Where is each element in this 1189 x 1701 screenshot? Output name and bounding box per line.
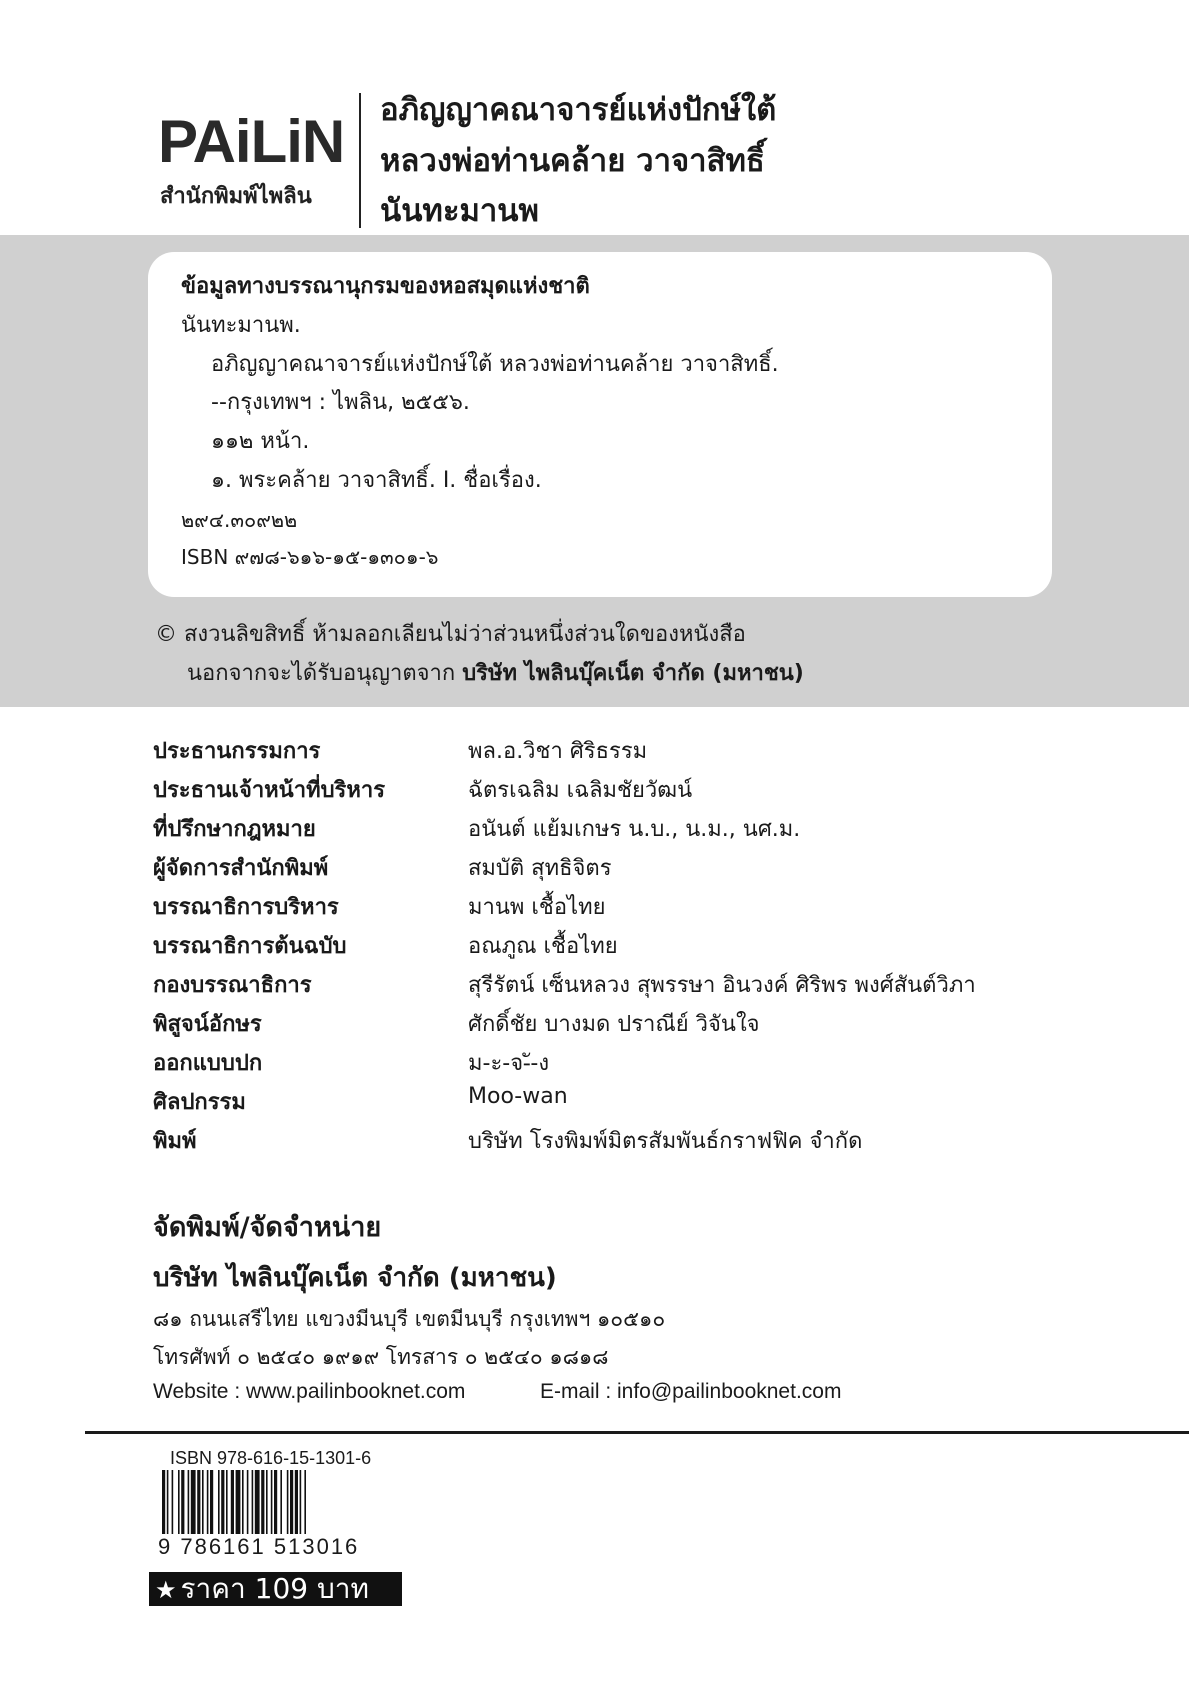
copyright-line-2 [187, 655, 804, 690]
barcode-bar [300, 1470, 302, 1536]
staff-role: ศิลปกรรม [153, 1090, 246, 1115]
barcode-bar [202, 1470, 204, 1536]
staff-row [153, 1006, 1113, 1042]
staff-name: อนันต์ แย้มเกษร น.บ., น.ม., นศ.ม. [468, 817, 801, 842]
price-label: ราคา 109 บาท [180, 1572, 369, 1605]
cip-heading: ข้อมูลทางบรรณานุกรมของหอสมุดแห่งชาติ [181, 274, 590, 299]
staff-row [153, 889, 1113, 925]
staff-role: พิมพ์ [153, 1129, 197, 1154]
barcode-isbn-label: ISBN 978-616-15-1301-6 [170, 1448, 372, 1468]
barcode-bar [207, 1470, 209, 1536]
price-tag [149, 1572, 402, 1606]
copyright-company: บริษัท ไพลินบุ๊คเน็ต จำกัด (มหาชน) [462, 661, 804, 686]
barcode-bar [247, 1470, 249, 1536]
header-divider [359, 93, 361, 228]
cip-subjects: ๑. พระคล้าย วาจาสิทธิ์. I. ชื่อเรื่อง. [211, 468, 542, 493]
staff-name: สุรีรัตน์ เซ็นหลวง สุพรรษา อินวงค์ ศิริพร พงศ์สันต์วิภา [468, 973, 976, 998]
staff-name: ฉัตรเฉลิม เฉลิมชัยวัฒน์ [468, 778, 693, 803]
barcode-bar [261, 1470, 264, 1536]
barcode-bar [266, 1470, 268, 1536]
divider-rule [85, 1431, 1189, 1434]
cip-title: อภิญญาคณาจารย์แห่งปักษ์ใต้ หลวงพ่อท่านคล้าย วาจาสิทธิ์. [211, 352, 779, 377]
staff-row [153, 1045, 1113, 1081]
staff-row [153, 1123, 1113, 1159]
barcode-bar [280, 1470, 282, 1536]
copyright-line-1: © สงวนลิขสิทธิ์ ห้ามลอกเลียนไม่ว่าส่วนหนึ่งส่วนใดของหนังสือ [155, 622, 746, 647]
staff-row [153, 772, 1113, 808]
staff-name: บริษัท โรงพิมพ์มิตรสัมพันธ์กราฟฟิค จำกัด [468, 1129, 863, 1154]
staff-name: มานพ เชื้อไทย [468, 895, 606, 920]
barcode-bar [231, 1470, 234, 1536]
barcode-bar [197, 1470, 200, 1536]
staff-role: บรรณาธิการบริหาร [153, 895, 339, 920]
staff-row [153, 811, 1113, 847]
staff-role: ผู้จัดการสำนักพิมพ์ [153, 856, 329, 881]
copyright-permission: นอกจากจะได้รับอนุญาตจาก [187, 661, 456, 686]
cip-imprint: --กรุงเทพฯ : ไพลิน, ๒๕๕๖. [211, 390, 470, 415]
publisher-address: ๘๑ ถนนเสรีไทย แขวงมีนบุรี เขตมีนบุรี กรุงเทพฯ ๑๐๕๑๐ [153, 1307, 666, 1331]
publisher-phone: โทรศัพท์ ๐ ๒๕๔๐ ๑๙๑๙ โทรสาร ๐ ๒๕๔๐ ๑๘๑๘ [153, 1345, 609, 1369]
staff-row [153, 928, 1113, 964]
barcode-bar [295, 1470, 298, 1536]
barcode-bar [287, 1470, 289, 1536]
cip-pages: ๑๑๒ หน้า. [211, 429, 310, 454]
barcode-bar [271, 1470, 273, 1536]
publisher-logo-subtitle: สำนักพิมพ์ไพลิน [160, 184, 312, 209]
barcode-bar [242, 1470, 244, 1536]
barcode-bar [218, 1470, 220, 1536]
barcode-bar [252, 1470, 254, 1536]
staff-row [153, 850, 1113, 886]
barcode-bar [255, 1470, 260, 1536]
publisher-company: บริษัท ไพลินบุ๊คเน็ต จำกัด (มหาชน) [153, 1263, 557, 1293]
staff-name: Moo-wan [468, 1084, 568, 1109]
book-title-line-2: หลวงพ่อท่านคล้าย วาจาสิทธิ์ [380, 143, 765, 179]
staff-name: ศักดิ์ชัย บางมด ปราณีย์ วิจันใจ [468, 1012, 760, 1037]
staff-name: ม-ะ-จ-ั-ง [468, 1051, 550, 1076]
staff-role: ประธานกรรมการ [153, 739, 321, 764]
staff-row [153, 1084, 1113, 1120]
staff-role: บรรณาธิการต้นฉบับ [153, 934, 347, 959]
publisher-email: E-mail : info@pailinbooknet.com [540, 1380, 842, 1403]
publisher-logo: PAiLiN [158, 108, 345, 175]
barcode-bar [274, 1470, 277, 1536]
barcode-bar [191, 1470, 196, 1536]
staff-role: ออกแบบปก [153, 1051, 263, 1076]
star-icon: ★ [155, 1576, 177, 1604]
barcode-bar [210, 1470, 213, 1536]
staff-role: ประธานเจ้าหน้าที่บริหาร [153, 778, 386, 803]
publisher-heading: จัดพิมพ์/จัดจำหน่าย [153, 1212, 382, 1243]
barcode-digits: 9 786161 513016 [158, 1534, 360, 1559]
staff-row [153, 967, 1113, 1003]
barcode-bar [221, 1470, 224, 1536]
publisher-website: Website : www.pailinbooknet.com [153, 1380, 466, 1403]
barcode-bar [290, 1470, 293, 1536]
cip-author: นันทะมานพ. [181, 313, 301, 338]
barcode-bar [188, 1470, 190, 1536]
book-author-line: นันทะมานพ [380, 193, 539, 229]
staff-name: พล.อ.วิชา ศิริธรรม [468, 739, 648, 764]
barcode-bar [226, 1470, 228, 1536]
cip-class-number: ๒๙๔.๓๐๙๒๒ [181, 508, 298, 532]
book-title-line-1: อภิญญาคณาจารย์แห่งปักษ์ใต้ [380, 92, 777, 128]
barcode-bar [181, 1470, 184, 1536]
staff-name: อณภูณ เชื้อไทย [468, 934, 618, 959]
barcode-bar [178, 1470, 180, 1536]
staff-role: พิสูจน์อักษร [153, 1012, 262, 1037]
barcode-bar [172, 1470, 174, 1536]
staff-role: ที่ปรึกษากฎหมาย [153, 817, 316, 842]
staff-row [153, 733, 1113, 769]
staff-role: กองบรรณาธิการ [153, 973, 312, 998]
staff-name: สมบัติ สุทธิจิตร [468, 856, 612, 881]
cip-isbn: ISBN ๙๗๘-๖๑๖-๑๕-๑๓๐๑-๖ [181, 545, 439, 569]
